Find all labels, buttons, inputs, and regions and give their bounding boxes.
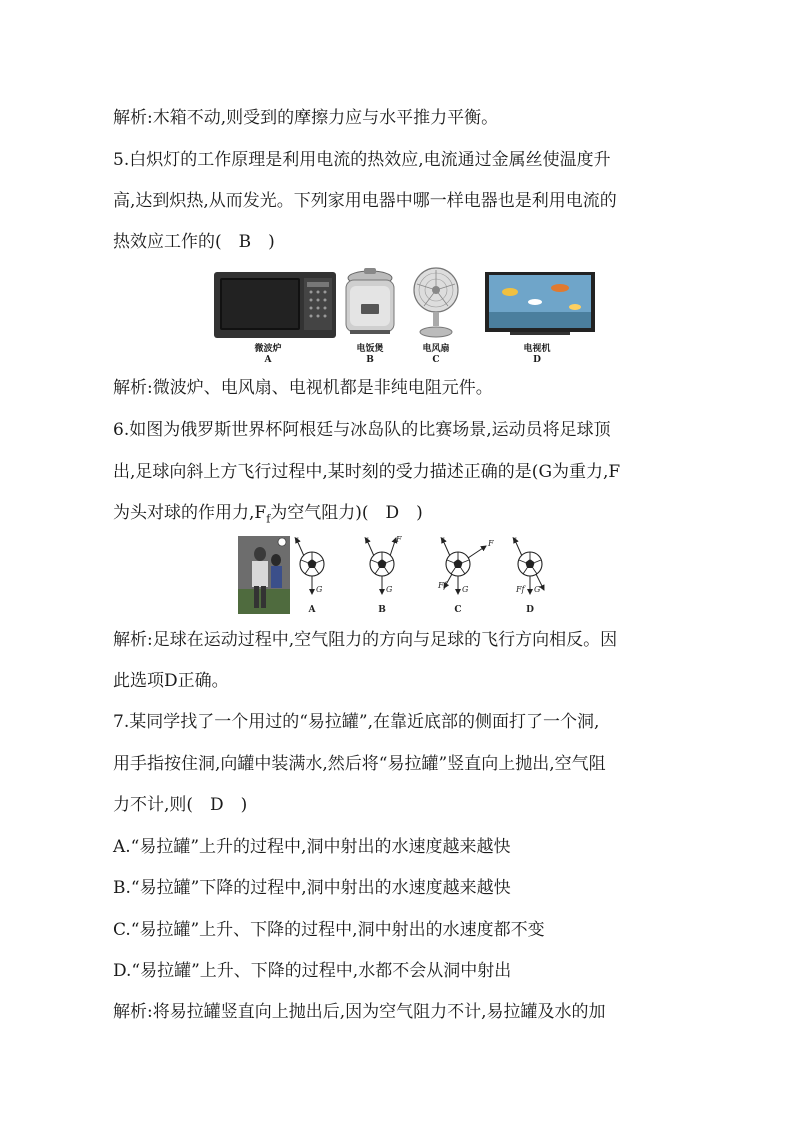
question-5-line-3: 热效应工作的( B ) (113, 232, 275, 252)
rice-cooker-image (346, 268, 394, 334)
label-g-a: G (316, 585, 323, 594)
microwave-image (214, 272, 336, 338)
force-diagrams (238, 534, 558, 616)
label-g-c: G (462, 585, 469, 594)
label-g-d: G (534, 585, 541, 594)
diagram-letter-c: C (454, 605, 462, 615)
diagram-letter-a: A (308, 605, 316, 615)
diagram-letter-d: D (526, 605, 534, 615)
label-ff-d: Ff (516, 585, 525, 594)
tv-caption: 电视机 D (523, 344, 551, 365)
analysis-q6-line-2: 此选项D正确。 (113, 671, 229, 691)
match-photo (238, 536, 290, 614)
question-6-line-2: 出,足球向斜上方飞行过程中,某时刻的受力描述正确的是(G为重力,F (113, 462, 621, 482)
fan-image (414, 268, 458, 337)
question-5-line-2: 高,达到炽热,从而发光。下列家用电器中哪一样电器也是利用电流的 (113, 191, 617, 211)
label-g-b: G (386, 585, 393, 594)
question-5-line-1: 5.白炽灯的工作原理是利用电流的热效应,电流通过金属丝使温度升 (113, 150, 611, 170)
label-v-c: v (440, 535, 445, 544)
analysis-q4: 解析:木箱不动,则受到的摩擦力应与水平推力平衡。 (113, 108, 499, 128)
analysis-q7-line-1: 解析:将易拉罐竖直向上抛出后,因为空气阻力不计,易拉罐及水的加 (113, 1002, 606, 1022)
fan-caption: 电风扇 C (422, 344, 450, 365)
label-f-c: F (488, 539, 494, 548)
tv-image (485, 272, 595, 335)
option-c: C.“易拉罐”上升、下降的过程中,洞中射出的水速度都不变 (113, 920, 545, 940)
microwave-caption: 微波炉 A (254, 344, 282, 365)
analysis-q5: 解析:微波炉、电风扇、电视机都是非纯电阻元件。 (113, 378, 493, 398)
question-7-line-3: 力不计,则( D ) (113, 795, 248, 815)
label-v-b: v (364, 535, 369, 544)
question-6-line-3: 为头对球的作用力$,F_f$为空气阻力)( D ) (113, 503, 423, 526)
rice-cooker-caption: 电饭煲 B (356, 344, 384, 365)
option-b: B.“易拉罐”下降的过程中,洞中射出的水速度越来越快 (113, 878, 511, 898)
diagram-letter-b: B (378, 605, 386, 615)
question-7-line-2: 用手指按住洞,向罐中装满水,然后将“易拉罐”竖直向上抛出,空气阻 (113, 754, 606, 774)
label-f-b: F (396, 535, 402, 544)
question-6-line-1: 6.如图为俄罗斯世界杯阿根廷与冰岛队的比赛场景,运动员将足球顶 (113, 420, 611, 440)
option-a: A.“易拉罐”上升的过程中,洞中射出的水速度越来越快 (113, 837, 511, 857)
label-v-a: v (294, 535, 299, 544)
option-d: D.“易拉罐”上升、下降的过程中,水都不会从洞中射出 (113, 961, 512, 981)
question-7-line-1: 7.某同学找了一个用过的“易拉罐”,在靠近底部的侧面打了一个洞, (113, 712, 600, 732)
label-ff-c: Ff (438, 581, 447, 590)
analysis-q6-line-1: 解析:足球在运动过程中,空气阻力的方向与足球的飞行方向相反。因 (113, 630, 618, 650)
label-v-d: v (512, 535, 517, 544)
force-diagram-figure (238, 534, 558, 616)
